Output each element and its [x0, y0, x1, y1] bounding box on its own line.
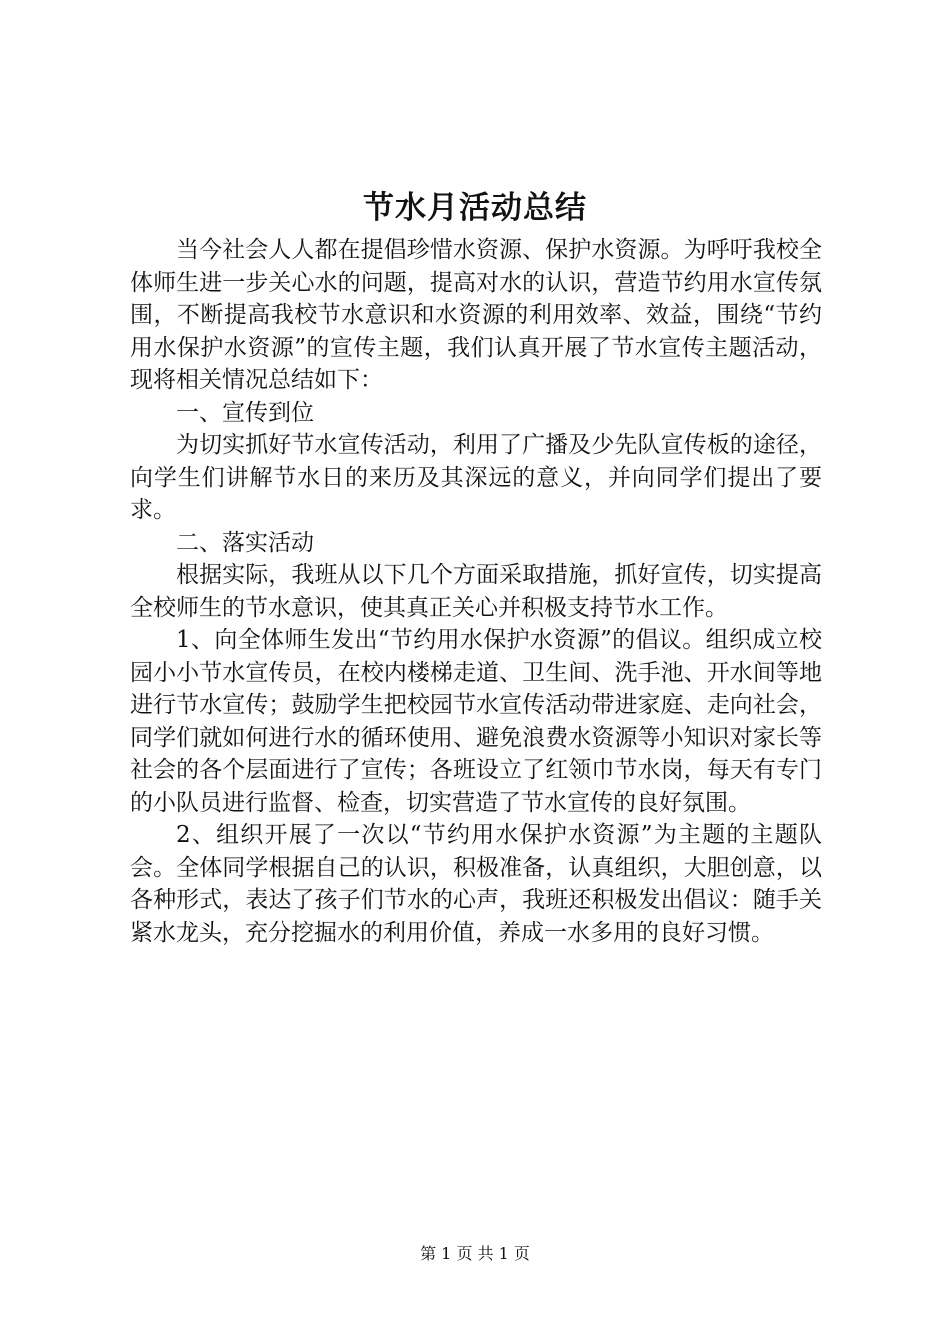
paragraph-publicity: 为切实抓好节水宣传活动，利用了广播及少先队宣传板的途径，向学生们讲解节水日的来历及其深远的意义，并向同学们提出了要求。 — [130, 432, 822, 523]
document-title: 节水月活动总结 — [363, 190, 587, 226]
paragraph-activities: 根据实际，我班从以下几个方面采取措施，抓好宣传，切实提高全校师生的节水意识，使其真正关心并积极支持节水工作。 — [130, 562, 822, 621]
paragraph-item-2: 2、组织开展了一次以“节约用水保护水资源”为主题的主题队会。全体同学根据自己的认识，积极准备，认真组织，大胆创意，以各种形式，表达了孩子们节水的心声，我班还积极发出倡议：随手关紧水龙头，充分挖掘水的利用价值，养成一水多用的良好习惯。 — [130, 822, 822, 946]
section-heading-activities: 二、落实活动 — [176, 529, 314, 556]
document-body — [130, 234, 822, 949]
paragraph-item-1: 1、向全体师生发出“节约用水保护水资源”的倡议。组织成立校园小小节水宣传员，在校内楼梯走道、卫生间、洗手池、开水间等地进行节水宣传；鼓励学生把校园节水宣传活动带进家庭、走向社会，同学们就如何进行水的循环使用、避免浪费水资源等小知识对家长等社会的各个层面进行了宣传；各班设立了红领巾节水岗，每天有专门的小队员进行监督、检查，切实营造了节水宣传的良好氛围。 — [130, 627, 822, 816]
page-footer: 第 1 页 共 1 页 — [420, 1244, 530, 1263]
section-heading-publicity: 一、宣传到位 — [176, 399, 314, 426]
paragraph-intro: 当今社会人人都在提倡珍惜水资源、保护水资源。为呼吁我校全体师生进一步关心水的问题，提高对水的认识，营造节约用水宣传氛围，不断提高我校节水意识和水资源的利用效率、效益，围绕“节约用水保护水资源”的宣传主题，我们认真开展了节水宣传主题活动，现将相关情况总结如下： — [130, 237, 822, 393]
